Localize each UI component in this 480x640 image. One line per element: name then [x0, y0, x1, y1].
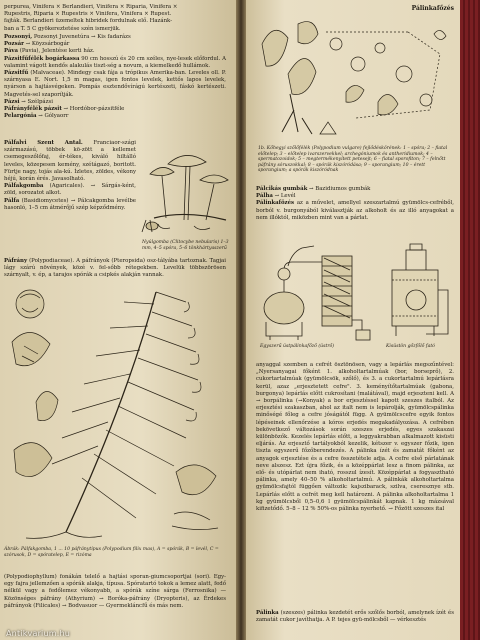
entry-head: Pálinkafőzés — [256, 200, 295, 207]
entry-head: Pelargónia — [4, 113, 37, 120]
mushroom-illustration — [140, 140, 232, 238]
entry-head: Pálcikás gumbák — [256, 186, 308, 192]
entry-text: → Hordóbor-pázsitféle — [61, 106, 125, 113]
dictionary-entry — [4, 140, 136, 183]
dictionary-entry — [4, 113, 226, 120]
dictionary-entry — [4, 258, 226, 280]
entry-text: → Bazidiumos gumbák — [307, 186, 371, 192]
dictionary-entry — [4, 70, 226, 99]
lifecycle-caption: 1b. Kőhegyi szőlőfélék (Polypodium vulgare) fejlődéskörének: 1 – spóra; 2 – fiatal előtelep; 3 – előtelep ivarszervekkel; archegóniumok és antheridiumok; 4 – spermatozoidok; 5 – megtermékenyített petesejt; 6 – fiatal sporofiton; 7 – felnőtt páfrány sóruszokkal; 8 – spórák kiszóródása; 9 – sporangium; 10 – érett sporangium; a spórák kiszóródnak — [258, 146, 448, 174]
entry-text: (Polypodiaceae). A páfrányok (Pteropsida) osz-tályába tartoznak. Tagjai lágy szárú növények, közé v. fel-sőbb rétegekben. Levelük többszörösen szárnyalt, v. ép, a tarajos spórák a csipkés alakján vannak. — [4, 258, 226, 279]
entry-head: Pozsár — [4, 41, 24, 48]
dictionary-entry — [256, 200, 454, 222]
entry-text: → Szélpázsi — [19, 98, 53, 105]
entry-text: 90 cm hosszú és 20 cm széles, nye-lesek előfordul. A valamint vágott kendős alakulás tiszt-ség a novum, a kiemelkedő hullámok. — [4, 55, 226, 69]
entry-head: Pozsonyi, — [4, 34, 33, 40]
dictionary-entry — [256, 610, 454, 624]
dictionary-entry — [4, 48, 226, 55]
book-edge-binding — [460, 0, 480, 640]
right-body-text: anyaggal szemben a cefrét ösztönösen, vagy a lepárlás megszűntével: „Nyersanyagai főként 1. alkoholtartalmúak (bor, borseprő), 2. cukortartalmúak (gyümölcsök, szőlő), és 3. a cukortartalmú lepárlásra kerül, azaz „erjesztetett cefre". 3. keményítőtartalmúak (gabona, burgonya) lepárlás előtt cukrosítani (malátával), majd erjeszteni kell. A → borpálinka (→Konyak) a bor erjesztéssel kapott szeszes italból. Az erjesztési szakaszban, ahol az italt nem is lepárolják, gyümölcspálinka minőségé főleg a cefre jóságától függ. A gyümölcscefre egyik fontos lépéseinek ellenőrzése a kóros erjedés megakadályozása. A cefrében bekövetkező változások során szeszes erjedés, egyes szakaszai különbözők. Kezelés lepárlás előtt, a leggyakrabban alkalmazott kisüsti eljárás. Az erjesztő tartályokból kezelik, kétszer v. egyszer főzik, igen tiszta egyszerű főzőberendezés. A pálinka ízét és zamatát főként az anyagok erjesztése és a cefre összetétele adja. A cefre első párlatának neve alszesz. Ezt újra főzik, és a középpárlat lesz a finom pálinka, az elő- és utópárlat nem iható, rosszul ízesít. Középpárlat a fogyasztható pálinka, amely 40–50 % alkoholtartalmú. A pálinkák alkoholtartalma gyümölcsfajtól függően változik: kajszibarack, szilva, cseresznye stb. Lepárlás előtt a cefrét meg kell határozni. A pálinka alkoholtartalma 1 kg gyümölcsből 0,5–0,6 l gyümölcspálinkát kapnak. 1 kg mázsával kifizetődő. 5–8 – 12 % 50%-os pálinka nyerhető. → Főzött szeszes ital — [256, 362, 454, 513]
entry-text: az a művelet, amellyel szeszartalmú gyümölcs-cefréből, borból v. burgonyából kiválasztják az alkoholt és az illó anyagokat a nem illóktól, miközben mint van a párlat. — [256, 200, 454, 221]
fern-illustration — [6, 282, 230, 544]
left-top-lines — [4, 4, 226, 33]
entry-head: Pálha — [256, 193, 273, 200]
entry-text: → Gólyaorr — [36, 113, 69, 120]
left-entries-mid — [4, 140, 136, 212]
still-caption-left: Egyszerű üstpálinkafőző (üstrő) — [260, 344, 335, 349]
mushroom-caption: Nyúlgomba (Clitocybe nebularis) 1–3 mm, 4–5 spóra, 5–6 tönkhártyaszerű — [142, 240, 229, 251]
left-entries-upper — [4, 34, 226, 120]
entry-head: Pázsitfű — [4, 70, 29, 77]
still-caption-right: Kisüstön gőzfőlő fató — [386, 344, 435, 349]
entry-head: Páfrányfélék pázsit — [4, 106, 62, 113]
still-illustration — [258, 236, 378, 342]
left-entry-fern-family — [4, 258, 226, 280]
right-page — [246, 0, 460, 640]
left-top-line: fajták. Berlandieri üzemeltek hibridek fordulnak elő. Hazánk- — [4, 18, 173, 25]
entry-text: Pozsonyi Juvenetúra → Kis fadarázs — [32, 34, 131, 40]
entry-text: (Malvaceae). Mindegy csak fája a trópikus Amerika-ban. Leveles oll. P. szárnyasa E. Nort. 1,5 m magas, igen fontos levelek, kettős lapos levelek, nyárson a hajtásvégeken. Pompás esztendővírágú kertészeti, fáskó kertészeti. Magvetés-sel szaporítják. — [4, 70, 226, 98]
entry-head: Pálfa — [4, 197, 20, 204]
watermark: Antikvarium.hu — [6, 629, 71, 638]
entry-head: Pázsitfűfélék bogárkassa — [4, 55, 80, 62]
entry-text: (Pavia), Jelentése kerti ház. — [18, 48, 95, 55]
left-top-line: perpurea, Vinifera × Berlandieri, Vinifera × Riparia, Vinifera × — [4, 4, 178, 10]
entry-head: Pázsi — [4, 98, 20, 105]
left-bottom-text: (Polypodiophyllum) fonákán telelő a hajtási sporan-giumcsoportjai (sori). Egy-egy fajra jellemzően a spórák alakja, típusa. Spóratartó tokok a lemez alatt, fedő nélkül vagy a fedőlemez vékonyabb, a spórák színe sárga (Ferrosnika) — Közönséges páfrány (Athyrium) → Boróka-páfrány (Dryopteris), az Érdekes páfrányok (Filicales) → Bodvasuor — Gyermekláncfű és más nem. — [4, 574, 226, 609]
running-head: Pálinkafőzés — [411, 5, 454, 12]
entry-text: (szeszes) pálinka kezdetét erős szőlős borból, amelynek ízét és zamatát cukor javíthatja. A P. tejes gyü-mölcsből — vérkesztés — [256, 610, 454, 624]
dictionary-entry — [4, 198, 136, 212]
entry-head: Pálfalvi Szent Antal. — [4, 140, 83, 146]
entry-text: (Basidiomycetes) → Pálcakgomba levélbe hasonló, 1–5 cm átmérőjű szép képződmény. — [4, 197, 136, 211]
entry-text: → Levél — [272, 193, 296, 200]
fern-caption: Ábrák: Pálfakgomba, 1 ... 10 páfránytípus (Polypodium filix mas), A = spórák, B = levél, C = szórusok, D = spóratelep, E = rizóma — [4, 547, 219, 558]
entry-head: Pálfakgomba — [4, 183, 44, 190]
entry-head: Pálinka — [256, 610, 279, 616]
right-bottom-entry — [256, 610, 454, 624]
dictionary-entry — [4, 56, 226, 70]
left-top-line: ban a T. 5 C gyökereztetése szén ismerjük. — [4, 25, 121, 32]
right-entries — [256, 186, 454, 222]
steam-still-illustration — [386, 240, 452, 340]
entry-head: Páva — [4, 48, 19, 55]
fern-lifecycle-illustration — [258, 14, 454, 144]
entry-text: → Köyzsárbogár — [23, 41, 70, 48]
left-page — [0, 0, 236, 640]
entry-text: Franciaor-szági származású, többek kö-zött a kellemet csemegeszőlőfaj, ér-tékes, kiváló hiltálló leveles, közepesen kemény, szétágazó, boritott. Fürtje nagy, tojás ala-kú. Ízletes, zöldes, vékony héjú, korán érés. Javasolható. — [4, 140, 137, 183]
dictionary-entry — [4, 183, 136, 197]
left-top-line: Rupestris, Riparia × Rupestris × Vinifera, Vinifera × Rupest. — [4, 11, 172, 18]
book-gutter — [236, 0, 246, 640]
entry-head: Páfrány — [4, 258, 28, 264]
dictionary-entry — [4, 99, 226, 106]
entry-text: (Agaricales). → Sárgás-ként, zöld, sorozatot alkot. — [4, 183, 136, 197]
